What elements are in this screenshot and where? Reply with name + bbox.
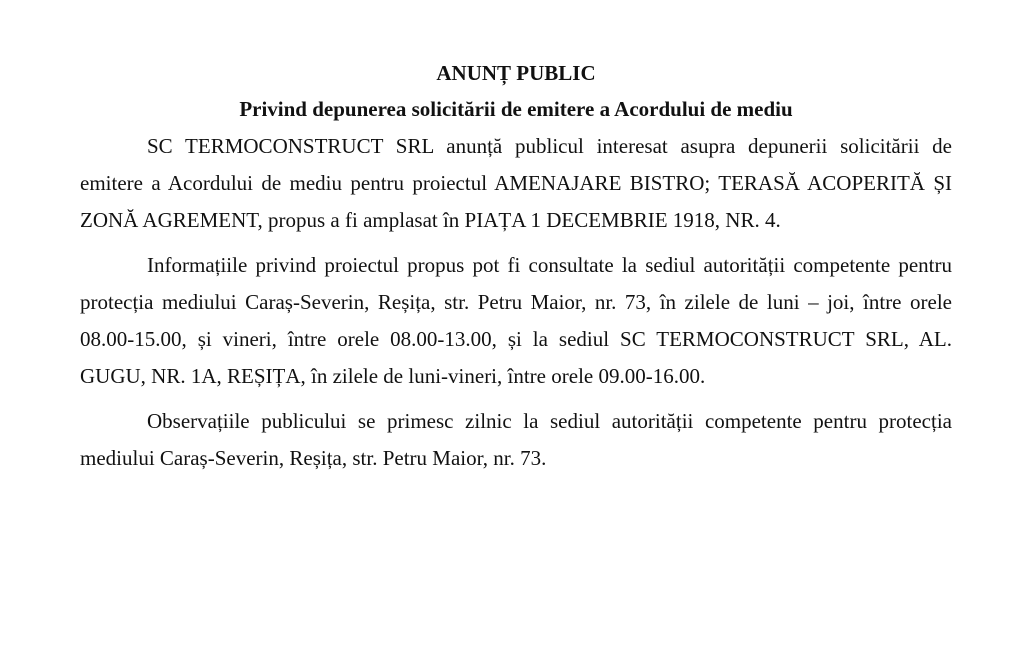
paragraph-announcement: SC TERMOCONSTRUCT SRL anunță publicul interesat asupra depunerii solicitării de emitere a Acordului de mediu pentru proiectul AMENAJARE BISTRO; TERASĂ ACOPERITĂ ȘI ZONĂ AGREMENT, propus a fi amplasat în PIAȚA 1 DECEMBRIE 1918, NR. 4. xyxy=(80,134,952,232)
public-notice-document xyxy=(80,58,952,485)
paragraph-consultation-info: Informațiile privind proiectul propus pot fi consultate la sediul autorității competente pentru protecția mediului Caraș-Severin, Reșița, str. Petru Maior, nr. 73, în zilele de luni – joi, între orele 08.00-15.00, și vineri, între orele 08.00-13.00, și la sediul SC TERMOCONSTRUCT SRL, AL. GUGU, NR. 1A, REȘIȚA, în zilele de luni-vineri, între orele 09.00-16.00. xyxy=(80,253,952,388)
document-subtitle: Privind depunerea solicitării de emitere a Acordului de mediu xyxy=(239,97,793,121)
document-title: ANUNȚ PUBLIC xyxy=(436,61,596,85)
paragraph-observations: Observațiile publicului se primesc zilnic la sediul autorității competente pentru protecția mediului Caraș-Severin, Reșița, str. Petru Maior, nr. 73. xyxy=(80,409,952,470)
